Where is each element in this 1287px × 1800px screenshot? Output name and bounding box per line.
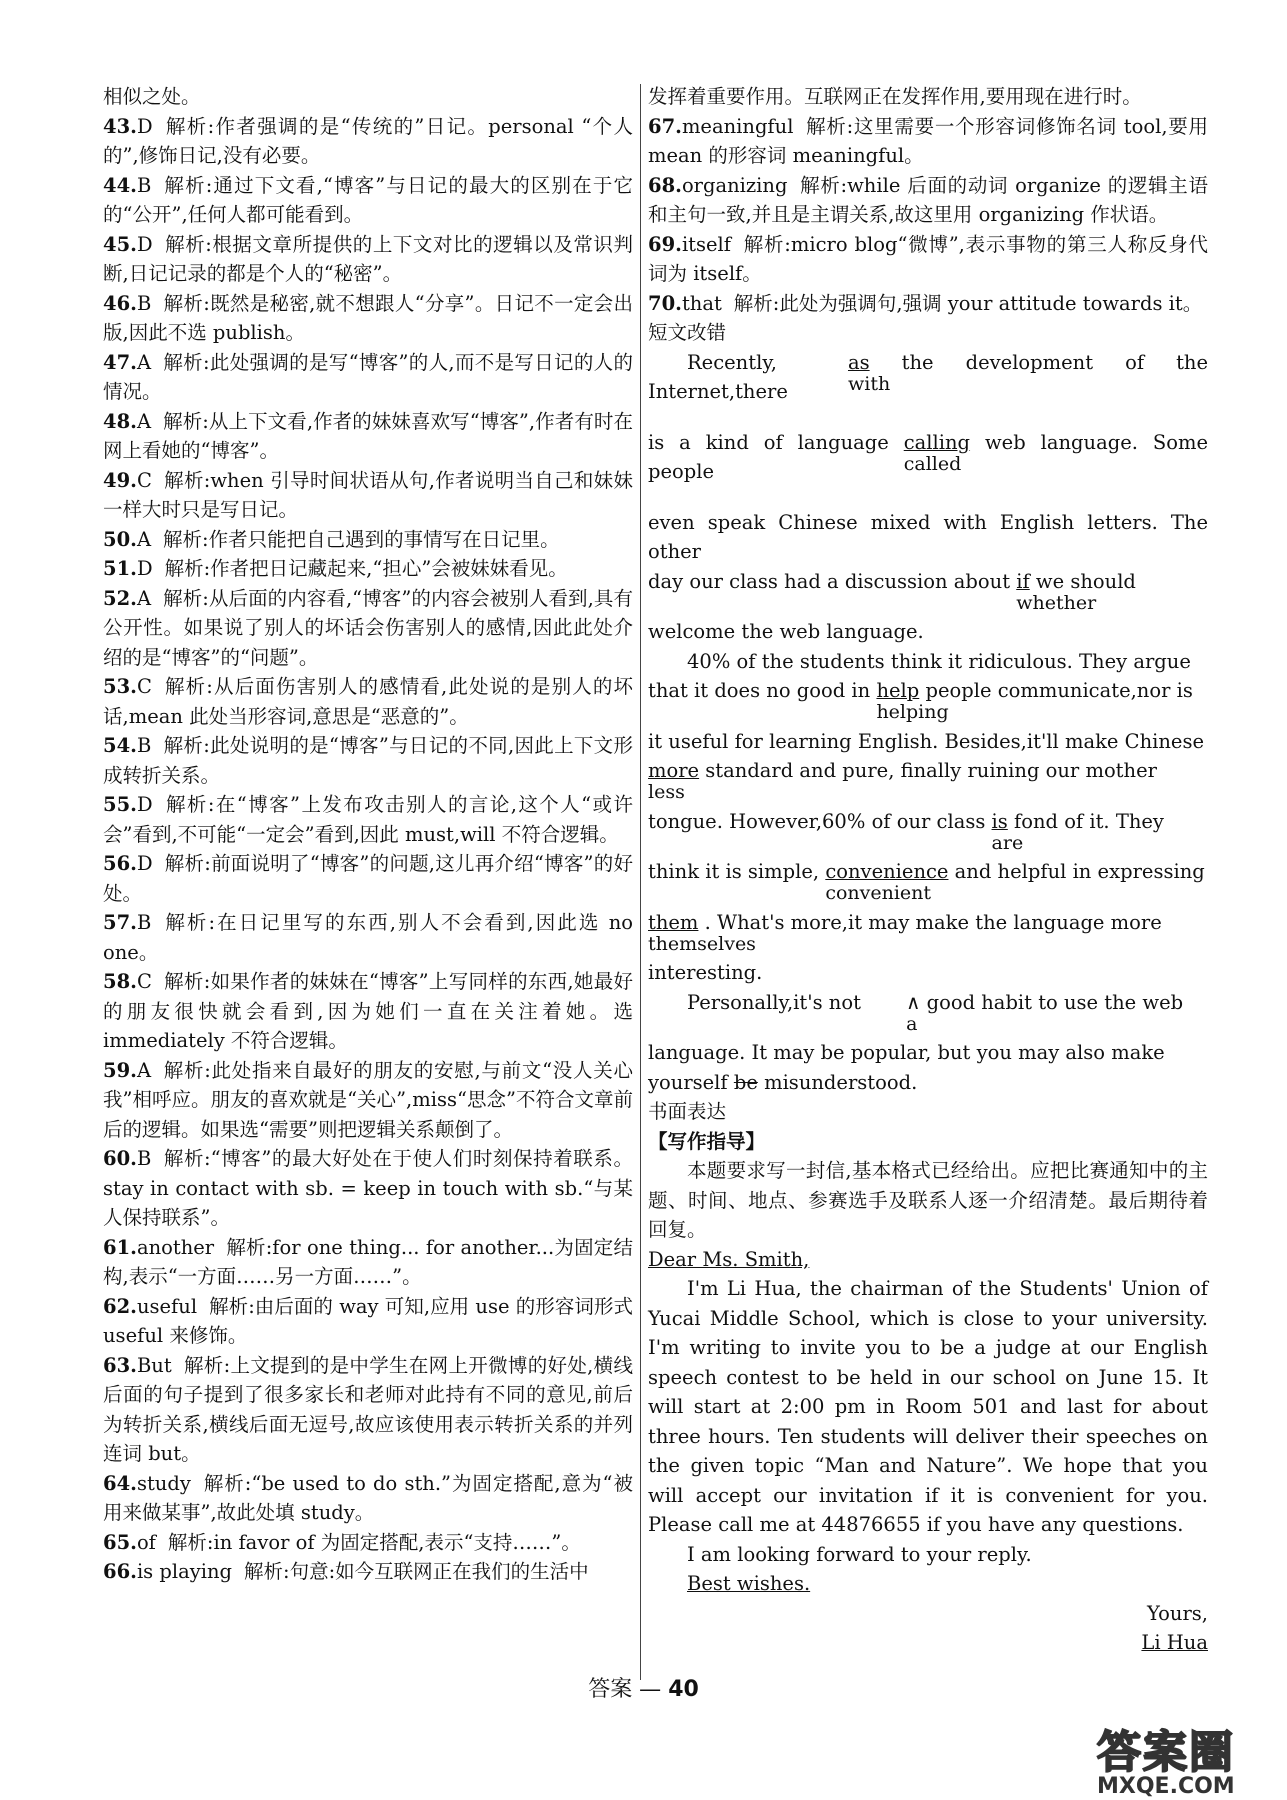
column-divider [640, 84, 641, 1680]
answer-choice: D [136, 232, 153, 256]
question-number: 58. [103, 970, 137, 993]
letter-wishes: Best wishes. [687, 1572, 811, 1595]
explanation-text: 解析:由后面的 way 可知,应用 use 的形容词形式 useful 来修饰。 [103, 1294, 633, 1347]
letter-salutation: Dear Ms. Smith, [648, 1247, 810, 1271]
continued-explanation: 发挥着重要作用。互联网正在发挥作用,要用现在进行时。 [648, 85, 1142, 108]
answer-choice: D [136, 852, 153, 875]
answer-choice: A [136, 1058, 152, 1082]
explanation-text: 解析:作者强调的是“传统的”日记。personal “个人的”,修饰日记,没有必要。 [103, 114, 633, 167]
explanation-text: 解析:根据文章所提供的上下文对比的逻辑以及常识判断,日记记录的都是个人的“秘密”。 [103, 232, 633, 285]
answer-choice: another [136, 1235, 215, 1259]
explanation-text: 解析:上文提到的是中学生在网上开微博的好处,横线后面的句子提到了很多家长和老师对此持有不同的意见,前后为转折关系,横线后面无逗号,故应该使用表示转折关系的并列连词 but。 [103, 1353, 633, 1465]
corrected-word: calling called [903, 430, 971, 475]
answer-choice: of [136, 1530, 156, 1554]
question-number: 51. [103, 557, 137, 580]
letter-sign-yours: Yours, [1146, 1601, 1208, 1625]
answer-item [648, 171, 1208, 230]
answer-choice: B [136, 911, 152, 934]
corrected-word: if whether [1016, 569, 1097, 614]
question-number: 65. [103, 1530, 137, 1554]
answer-choice: study [136, 1471, 191, 1495]
answer-item [103, 731, 633, 790]
answer-choice: C [136, 675, 152, 698]
right-column [648, 82, 1208, 1658]
question-number: 43. [103, 114, 137, 138]
explanation-text: 解析:micro blog“微博”,表示事物的第三人称反身代词为 itself。 [648, 232, 1208, 285]
question-number: 69. [648, 232, 682, 256]
writing-guide-text: 本题要求写一封信,基本格式已经给出。应把比赛通知中的主题、时间、地点、参赛选手及联系人逐一介绍清楚。最后期待着回复。 [648, 1159, 1208, 1241]
answer-choice: But [136, 1353, 172, 1377]
answer-choice: C [136, 468, 152, 492]
letter-body: I'm Li Hua, the chairman of the Students' Union of Yucai Middle School, which is close to your university. I'm writing to invite you to be a judge at our English speech contest to be held in our school on June 15. It will start at 2:00 pm in Room 501 and last for about three hours. Ten students will deliver their speeches on the given topic “Man and Nature”. We hope that you will accept our invitation if it is convenient for you. Please call me at 44876655 if you have any questions. [648, 1277, 1208, 1536]
question-number: 56. [103, 852, 137, 875]
question-number: 52. [103, 586, 137, 610]
explanation-text: 解析:从后面伤害别人的感情看,此处说的是别人的坏话,mean 此处当形容词,意思是“恶意的”。 [103, 675, 633, 728]
answer-choice: D [136, 557, 153, 580]
answer-item [103, 1557, 633, 1587]
footer-label: 答案 — [588, 1677, 669, 1702]
explanation-text: 解析:in favor of 为固定搭配,表示“支持……”。 [167, 1530, 581, 1554]
explanation-text: 解析:既然是秘密,就不想跟人“分享”。日记不一定会出版,因此不选 publish。 [103, 291, 633, 344]
answer-item [103, 1351, 633, 1469]
corrected-word: help helping [876, 679, 949, 723]
question-number: 68. [648, 173, 682, 197]
explanation-text: 解析:when 引导时间状语从句,作者说明当自己和妹妹一样大时只是写日记。 [103, 468, 633, 521]
answer-item [103, 289, 633, 348]
explanation-text: 解析:在“博客”上发布攻击别人的言论,这个人“或许会”看到,不可能“一定会”看到,因此 must,will 不符合逻辑。 [103, 793, 633, 846]
writing-guide-label: 【写作指导】 [648, 1129, 766, 1153]
answer-item [103, 849, 633, 908]
explanation-text: 解析:这里需要一个形容词修饰名词 tool,要用 mean 的形容词 meaningful。 [648, 114, 1208, 167]
answer-choice: A [136, 527, 152, 551]
question-number: 60. [103, 1147, 137, 1170]
answer-item [648, 230, 1208, 289]
corrected-word: as with [847, 350, 891, 395]
question-number: 48. [103, 409, 137, 433]
explanation-text: 解析:此处为强调句,强调 your attitude towards it。 [733, 291, 1203, 315]
answer-choice: that [681, 291, 722, 315]
question-number: 55. [103, 793, 137, 816]
question-number: 63. [103, 1353, 137, 1377]
explanation-text: 解析:在日记里写的东西,别人不会看到,因此选 no one。 [103, 911, 633, 964]
answer-item [103, 790, 633, 849]
answer-choice: A [136, 350, 152, 374]
answer-item [103, 230, 633, 289]
page-footer [0, 1672, 1287, 1703]
answer-choice: useful [136, 1294, 198, 1318]
question-number: 45. [103, 232, 137, 256]
deleted-word: be [733, 1070, 758, 1094]
explanation-text: 解析:句意:如今互联网正在我们的生活中 [244, 1560, 589, 1583]
explanation-text: 解析:作者只能把自己遇到的事情写在日记里。 [163, 527, 560, 551]
answer-item [103, 82, 633, 112]
answer-item [103, 554, 633, 584]
answer-choice: organizing [681, 173, 788, 197]
question-number: 59. [103, 1058, 137, 1082]
answer-item [103, 466, 633, 525]
answer-choice: meaningful [681, 114, 794, 138]
explanation-text: 解析:从上下文看,作者的妹妹喜欢写“博客”,作者有时在网上看她的“博客”。 [103, 409, 633, 462]
answer-item [103, 1144, 633, 1233]
explanation-text: 解析:如果作者的妹妹在“博客”上写同样的东西,她最好的朋友很快就会看到,因为她们一直在关注着她。选 immediately 不符合逻辑。 [103, 970, 633, 1052]
answer-item [103, 1469, 633, 1528]
answer-item [103, 407, 633, 466]
question-number: 44. [103, 173, 137, 197]
answer-choice: D [136, 793, 153, 816]
answer-choice: itself [681, 232, 732, 256]
answer-choice: B [136, 734, 152, 757]
explanation-text: 解析:“博客”的最大好处在于使人们时刻保持着联系。stay in contact with sb. = keep in touch with sb.“与某人保持联系”。 [103, 1147, 633, 1229]
question-number: 53. [103, 675, 137, 698]
question-number: 61. [103, 1235, 137, 1259]
insertion-mark: ∧ a [906, 990, 921, 1035]
explanation-text: 解析:for one thing... for another...为固定结构,表示“一方面……另一方面……”。 [103, 1235, 633, 1288]
answer-item [103, 171, 633, 230]
explanation-text: 解析:通过下文看,“博客”与日记的最大的区别在于它的“公开”,任何人都可能看到。 [103, 173, 633, 226]
explanation-text: 解析:此处强调的是写“博客”的人,而不是写日记的人的情况。 [103, 350, 633, 403]
question-number: 49. [103, 468, 137, 492]
answer-choice: B [136, 291, 152, 315]
correction-heading: 短文改错 [648, 321, 727, 344]
question-number: 54. [103, 734, 137, 757]
answer-item [103, 348, 633, 407]
letter-closing-line: I am looking forward to your reply. [687, 1542, 1032, 1566]
answer-list-right [648, 112, 1208, 319]
answer-item [103, 1233, 633, 1292]
answer-item [103, 967, 633, 1056]
writing-heading: 书面表达 [648, 1100, 727, 1123]
answer-item [103, 1056, 633, 1145]
question-number: 70. [648, 291, 682, 315]
answer-item [103, 672, 633, 731]
answer-item [103, 1292, 633, 1351]
letter-sign-name: Li Hua [1141, 1631, 1208, 1654]
corrected-word: them themselves [648, 910, 756, 955]
answer-item [103, 112, 633, 171]
corrected-word: is are [991, 809, 1024, 854]
answer-choice: B [136, 173, 152, 197]
question-number: 47. [103, 350, 137, 374]
answer-item [648, 289, 1208, 319]
answer-item [103, 1528, 633, 1558]
explanation-text: 相似之处。 [103, 85, 201, 108]
explanation-text: 解析:作者把日记藏起来,“担心”会被妹妹看见。 [164, 557, 568, 580]
explanation-text: 解析:此处指来自最好的朋友的安慰,与前文“没人关心我”相呼应。朋友的喜欢就是“关心”,miss“思念”不符合文章前后的逻辑。如果选“需要”则把逻辑关系颠倒了。 [103, 1058, 633, 1141]
explanation-text: 解析:“be used to do sth.”为固定搭配,意为“被用来做某事”,故此处填 study。 [103, 1471, 633, 1524]
question-number: 62. [103, 1294, 137, 1318]
question-number: 64. [103, 1471, 137, 1495]
error-correction-passage: Recently, as with the development of the Internet,there is a kind of language calling called web language. Some people even speak Chinese mixed with English letters. The other day our class had a discussion about if whether we should welcome the web language. 40% of the students think it ridiculous. They argue that it does no good in help helping people communicate,nor is it useful for learning English. Besides,it'll make Chinese more less standard and pure, finally ruining our mother tongue. However,60% of our class is are fond of it. They think it is simple, convenience convenient and helpful in expressing them themselves . What's more,it may make the language more interesting. Personally,it's not ∧ a good habit to use the web language. It may be popular, but you may also make yourself be misunderstood. [648, 348, 1208, 1098]
answer-item [103, 584, 633, 673]
question-number: 66. [103, 1560, 137, 1583]
answer-item [103, 525, 633, 555]
question-number: 50. [103, 527, 137, 551]
answer-choice: C [136, 970, 152, 993]
explanation-text: 解析:此处说明的是“博客”与日记的不同,因此上下文形成转折关系。 [103, 734, 633, 787]
answer-choice: D [136, 114, 153, 138]
answer-choice: B [136, 1147, 152, 1170]
explanation-text: 解析:前面说明了“博客”的问题,这儿再介绍“博客”的好处。 [103, 852, 633, 905]
site-watermark-logo: 答案圈 MXQE.COM [1097, 1727, 1235, 1799]
corrected-word: convenience convenient [825, 860, 949, 904]
question-number: 46. [103, 291, 137, 315]
corrected-word: more less [648, 759, 700, 803]
answer-choice: A [136, 409, 152, 433]
answer-choice: is playing [136, 1560, 233, 1583]
question-number: 67. [648, 114, 682, 138]
question-number: 57. [103, 911, 137, 934]
answer-item [648, 112, 1208, 171]
answer-item [103, 908, 633, 967]
page-number: 40 [668, 1677, 699, 1702]
explanation-text: 解析:从后面的内容看,“博客”的内容会被别人看到,具有公开性。如果说了别人的坏话会伤害别人的感情,因此此处介绍的是“博客”的“问题”。 [103, 586, 633, 669]
explanation-text: 解析:while 后面的动词 organize 的逻辑主语和主句一致,并且是主谓关系,故这里用 organizing 作状语。 [648, 173, 1208, 226]
left-column [103, 82, 633, 1587]
answer-choice: A [136, 586, 152, 610]
